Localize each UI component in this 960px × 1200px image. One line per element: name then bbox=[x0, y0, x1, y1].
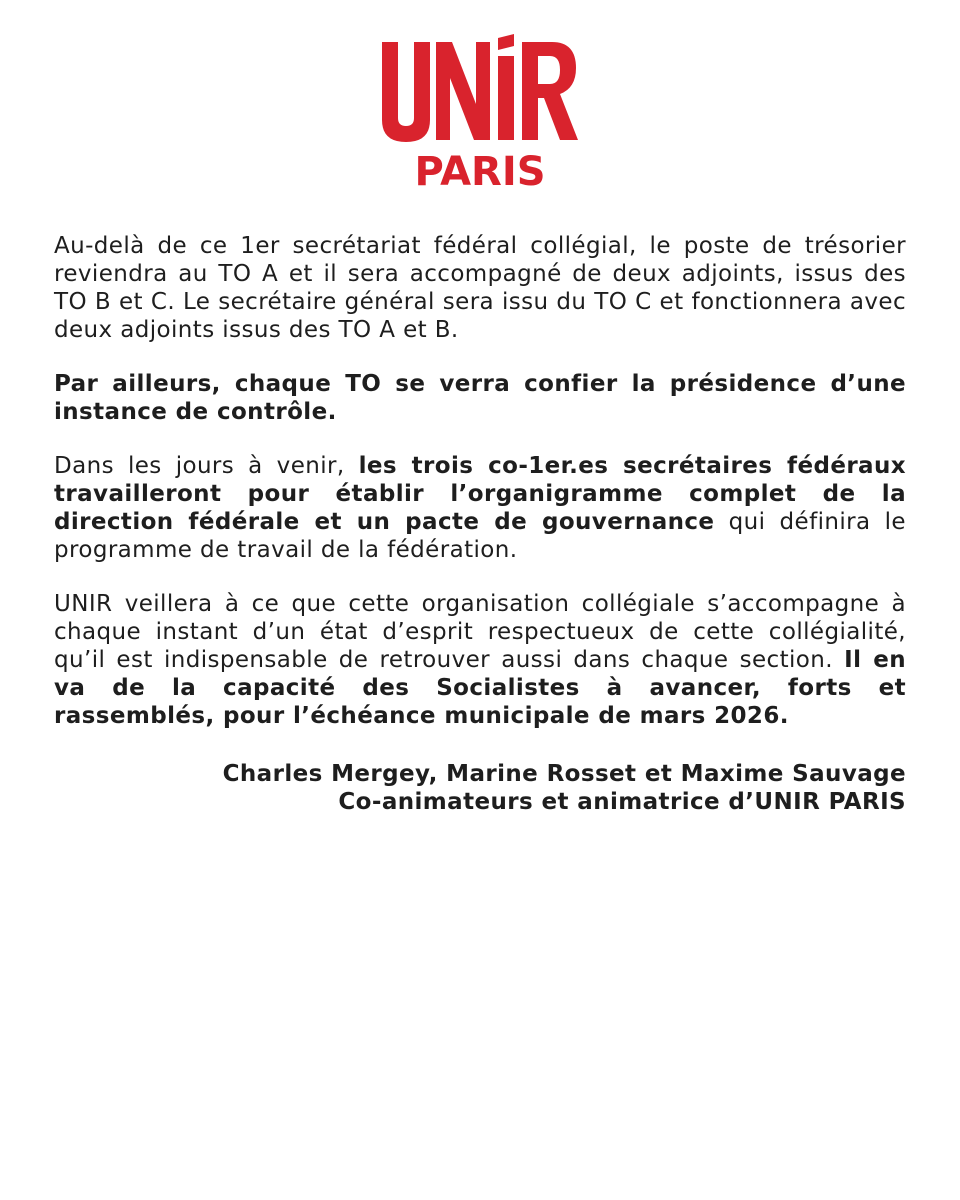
paragraph-collegiality-intro: UNIR veillera à ce que cette organisation collégiale s’accompagne à chaque instant d’un état d’esprit respectueux de cette collégialité, qu’il est indispensable de retrouver aussi dans chaque section. bbox=[54, 591, 906, 673]
paragraph-organigram-intro: Dans les jours à venir, bbox=[54, 453, 359, 479]
logo-city-text: PARIS bbox=[414, 149, 546, 194]
paragraph-control-bodies: Par ailleurs, chaque TO se verra confier la présidence d’une instance de contrôle. bbox=[54, 371, 906, 425]
press-release-body bbox=[54, 232, 906, 816]
paragraph-collegiality bbox=[54, 590, 906, 730]
paragraph-organigram bbox=[54, 452, 906, 564]
logo-graphic bbox=[380, 34, 580, 194]
paragraph-treasurer: Au-delà de ce 1er secrétariat fédéral collégial, le poste de trésorier reviendra au TO A et il sera accompagné de deux adjoints, issus des TO B et C. Le secrétaire général sera issu du TO C et fonctionnera avec deux adjoints issus des TO A et B. bbox=[54, 233, 906, 343]
paragraph-organigram-end: qui définira le programme de travail de la fédération. bbox=[54, 509, 906, 563]
signature-role: Co-animateurs et animatrice d’UNIR PARIS bbox=[338, 789, 906, 815]
signature-block bbox=[54, 760, 906, 816]
paragraph-collegiality-emphasis: Il en va de la capacité des Socialistes à avancer, forts et rassemblés, pour l’échéance municipale de mars 2026. bbox=[54, 647, 907, 729]
paragraph-organigram-emphasis: les trois co-1er.es secrétaires fédéraux travailleront pour établir l’organigramme complet de la direction fédérale et un pacte de gouvernance bbox=[54, 453, 906, 535]
signature-names: Charles Mergey, Marine Rosset et Maxime Sauvage bbox=[222, 761, 906, 787]
unir-paris-logo bbox=[0, 34, 960, 194]
